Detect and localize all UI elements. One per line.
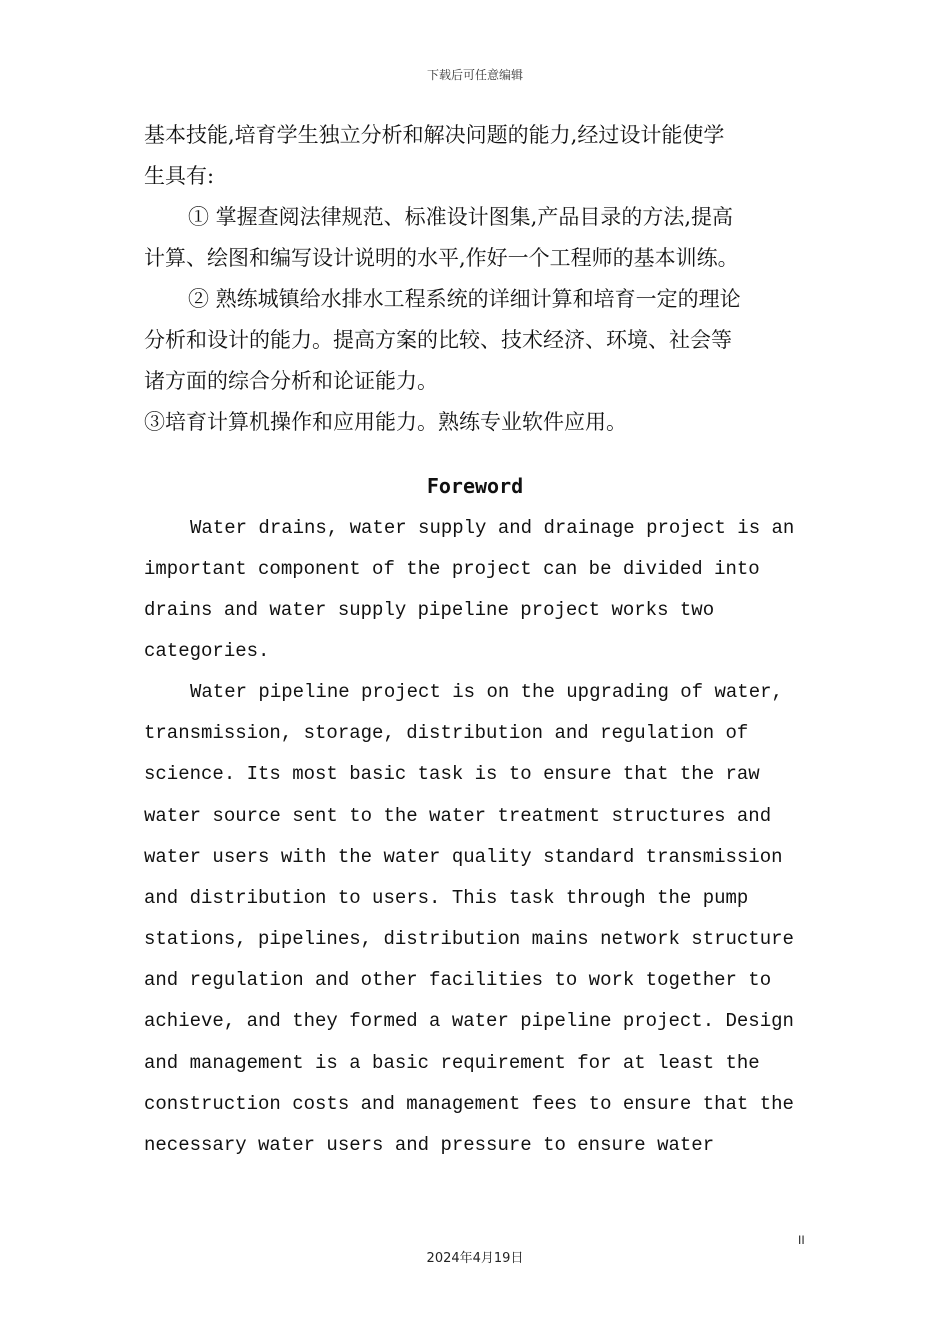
chinese-line: 生具有: (144, 164, 215, 188)
chinese-line: 诸方面的综合分析和论证能力。 (144, 369, 438, 393)
foreword-line: important component of the project can be divided into (144, 558, 760, 580)
foreword-line (144, 508, 824, 549)
foreword-line: necessary water users and pressure to ensure water (144, 1134, 715, 1156)
foreword-title: Foreword (426, 474, 524, 498)
chinese-line: ③培育计算机操作和应用能力。熟练专业软件应用。 (144, 410, 627, 434)
page-number: II (798, 1233, 805, 1247)
foreword-line: and distribution to users. This task through the pump (144, 887, 749, 909)
foreword-line-text: Water drains, water supply and drainage project is an (190, 517, 795, 539)
foreword-line: and management is a basic requirement for at least the (144, 1052, 760, 1074)
foreword-line: drains and water supply pipeline project works two (144, 599, 715, 621)
foreword-line: transmission, storage, distribution and regulation of (144, 722, 749, 744)
page-header: 下载后可任意编辑 (426, 68, 523, 82)
foreword-line: achieve, and they formed a water pipeline project. Design (144, 1010, 794, 1032)
chinese-line: 基本技能,培育学生独立分析和解决问题的能力,经过设计能使学 (144, 123, 725, 147)
page-footer-date: 2024年4月19日 (426, 1251, 524, 1266)
chinese-line: ② 熟练城镇给水排水工程系统的详细计算和培育一定的理论 (188, 287, 741, 311)
chinese-line: 分析和设计的能力。提高方案的比较、技术经济、环境、社会等 (144, 328, 732, 352)
foreword-line: water users with the water quality standard transmission (144, 846, 783, 868)
foreword-line: construction costs and management fees to ensure that the (144, 1093, 794, 1115)
foreword-line: science. Its most basic task is to ensure that the raw (144, 763, 760, 785)
foreword-line: water source sent to the water treatment structures and (144, 805, 772, 827)
foreword-line: categories. (144, 640, 270, 662)
chinese-line: ① 掌握查阅法律规范、标准设计图集,产品目录的方法,提高 (188, 205, 734, 229)
chinese-line: 计算、绘图和编写设计说明的水平,作好一个工程师的基本训练。 (144, 246, 739, 270)
foreword-line (144, 672, 824, 713)
foreword-line: stations, pipelines, distribution mains network structure (144, 928, 794, 950)
foreword-line: and regulation and other facilities to work together to (144, 969, 772, 991)
foreword-line-text: Water pipeline project is on the upgrading of water, (190, 681, 783, 703)
